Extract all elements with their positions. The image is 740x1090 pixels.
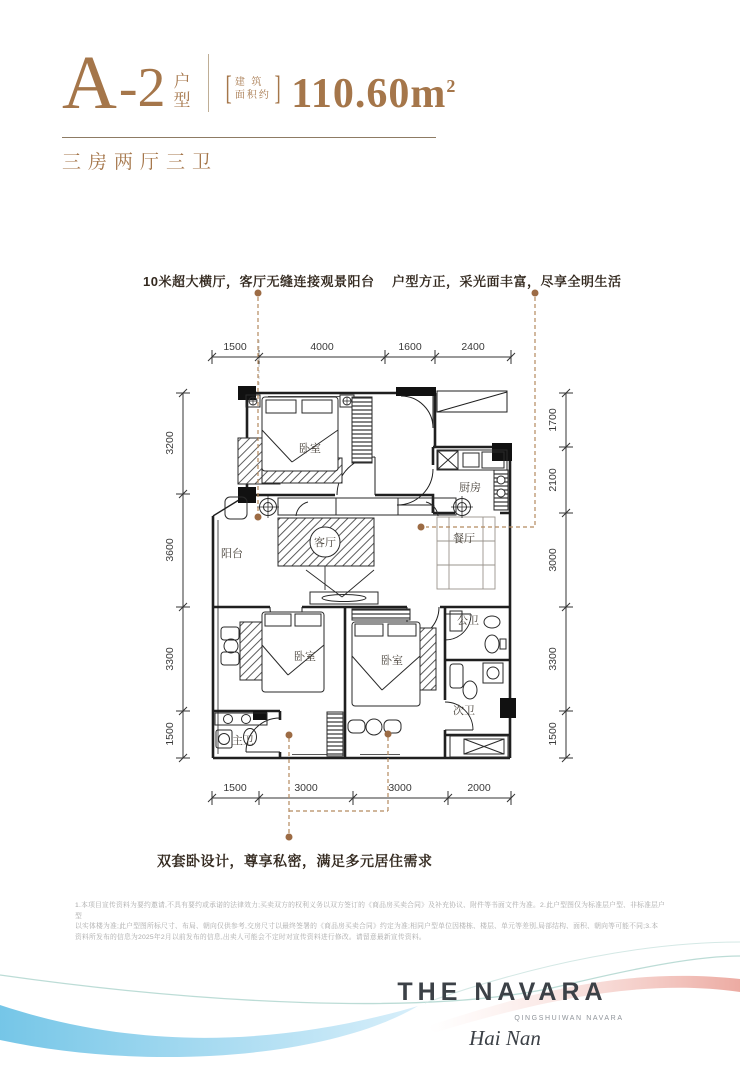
wave-blue [0, 1005, 418, 1057]
wardrobe-icon [327, 712, 343, 756]
bracket-left: [ [225, 70, 232, 107]
wave-decoration [0, 930, 740, 1090]
room-label-bedroom-top: 卧室 [299, 443, 321, 455]
dim-right-4: 3300 [547, 647, 559, 671]
brand-logo: THE NAVARA [397, 978, 608, 1006]
brand-subtitle: QINGSHUIWAN NAVARA [514, 1015, 624, 1022]
unit-type-char-2: 型 [173, 91, 192, 110]
dim-right-5: 1500 [547, 722, 559, 746]
callout-light: 户型方正，采光面丰富，尽享全明生活 [392, 274, 622, 289]
room-labels [221, 441, 481, 747]
dim-right-3: 3000 [547, 548, 559, 572]
tv-console-icon [306, 566, 378, 604]
callout-bedrooms: 双套卧设计，尊享私密，满足多元居住需求 [157, 853, 433, 869]
dim-left-4: 1500 [164, 722, 176, 746]
dim-bottom-4: 2000 [467, 782, 491, 794]
dim-left-3: 3300 [164, 647, 176, 671]
dim-top-4: 2400 [461, 341, 485, 353]
disclaimer-line-2: 以实体楼为准;此户型图所标尺寸、布局、朝向仅供参考,交房尺寸以最终签署的《商品房买卖合同》约定为准;相同户型单位因楼栋、楼层、单元等差别,局部结构、面积、朝向等可能不同;3.本 [75, 923, 659, 930]
dim-bottom-3: 3000 [388, 782, 412, 794]
bracket-right: ] [274, 70, 281, 107]
crossed-box-icon [450, 736, 508, 757]
dim-bottom-1: 1500 [223, 782, 247, 794]
callout-living: 10米超大横厅，客厅无缝连接观景阳台 [143, 274, 375, 289]
bath-second-icons [450, 663, 503, 699]
room-label-bath-second: 次卫 [453, 705, 475, 717]
disclaimer-line-3: 资料所发布的信息为2025年2月以前发布的信息,出卖人可能会不定时对宣传资料进行修改。请留意最新宣传资料。 [75, 933, 426, 941]
dim-left-1: 3200 [164, 431, 176, 455]
area-unit: m [410, 71, 447, 117]
bed-top-icon [238, 397, 342, 484]
dim-bottom-2: 3000 [294, 782, 318, 794]
room-label-bedroom-right: 卧室 [381, 655, 403, 667]
dim-top-3: 1600 [398, 341, 422, 353]
room-label-bath-public: 公卫 [457, 615, 479, 627]
area-sup: 2 [446, 76, 457, 96]
disclaimer-line-1: 1.本项目宣传资料为要约邀请,不具有要约或承诺的法律效力;买卖双方的权利义务以双方签订的《商品房买卖合同》及补充协议、附件等书面文件为准。2.此户型图仅为标准层户型、非标准层户型 [75, 902, 666, 920]
layout-subtitle: 三房两厅三卫 [62, 152, 219, 173]
furniture [215, 395, 508, 757]
room-label-kitchen: 厨房 [459, 482, 481, 494]
area-label-line1: 建 筑 [234, 77, 264, 88]
dim-left-2: 3600 [164, 538, 176, 562]
room-label-dining: 餐厅 [453, 533, 475, 545]
room-label-bedroom-left: 卧室 [294, 651, 316, 663]
brand-region: Hai Nan [469, 1026, 541, 1050]
exterior-ledge [437, 391, 507, 412]
dimension-right [559, 389, 573, 762]
unit-number: -2 [118, 57, 166, 119]
room-label-balcony: 阳台 [221, 548, 243, 560]
unit-type-char-1: 户 [173, 72, 192, 91]
sofa-icon [278, 498, 456, 516]
unit-letter: A [62, 41, 117, 125]
wardrobe-icon [352, 397, 372, 463]
chairs-right-icon [348, 719, 401, 735]
dining-table-icon [437, 517, 495, 589]
dim-top-1: 1500 [223, 341, 247, 353]
area-number: 110.60 [291, 71, 411, 117]
room-label-bath-master: 主卫 [232, 735, 254, 747]
area-label-line2: 面积约 [234, 90, 271, 101]
room-label-living: 客厅 [314, 537, 336, 549]
dim-right-2: 2100 [547, 468, 559, 492]
dim-top-2: 4000 [310, 341, 334, 353]
dim-right-1: 1700 [547, 408, 559, 432]
dimension-left [176, 389, 190, 762]
chairs-left-icon [221, 627, 239, 665]
